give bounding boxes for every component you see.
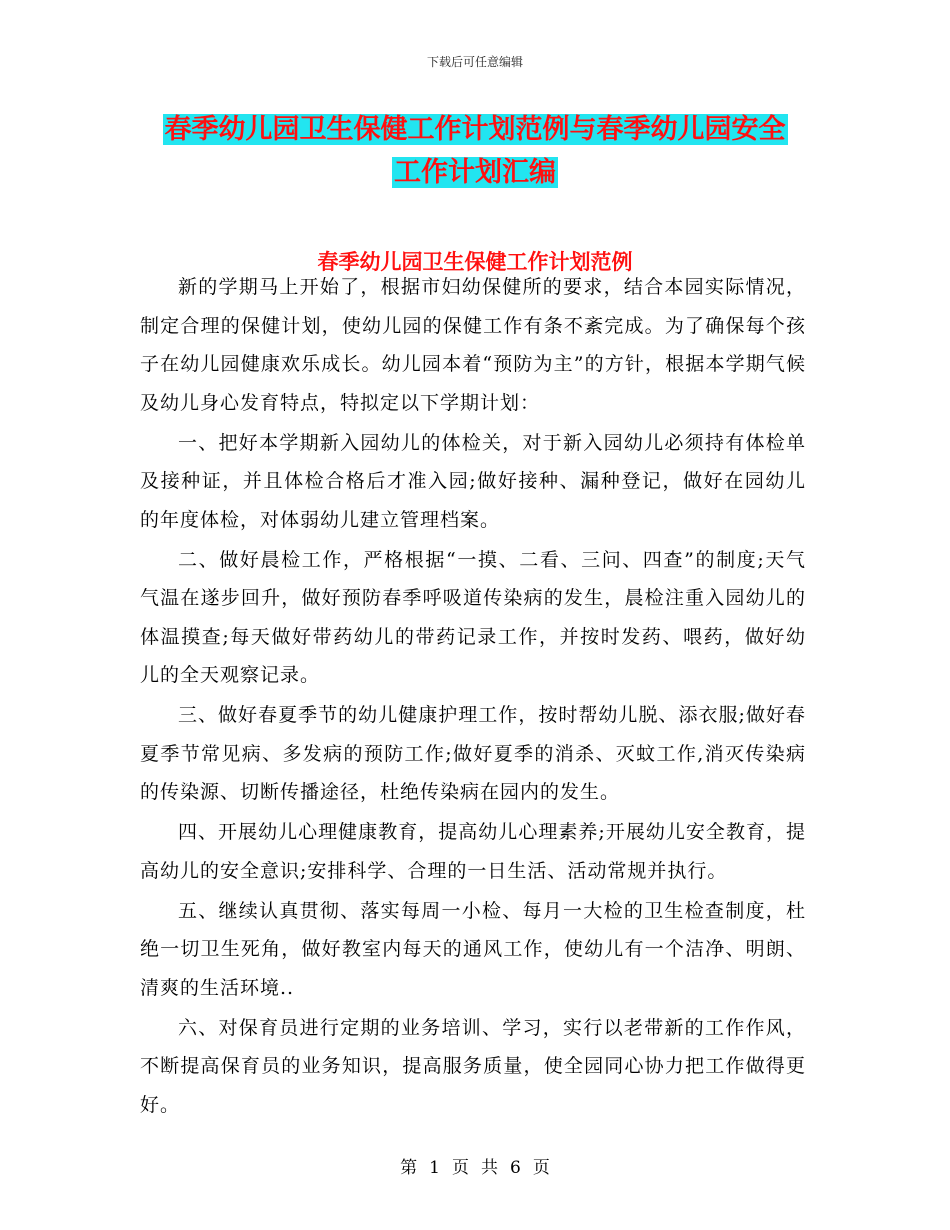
paragraph-item-3: 三、做好春夏季节的幼儿健康护理工作，按时帮幼儿脱、添衣服;做好春夏季节常见病、多发病的预防工作;做好夏季的消杀、灭蚊工作,消灭传染病的传染源、切断传播途径，杜绝传染病在园内的发生。	[140, 704, 806, 803]
paragraph-item-5: 五、继续认真贯彻、落实每周一小检、每月一大检的卫生检查制度，杜绝一切卫生死角，做好教室内每天的通风工作，使幼儿有一个洁净、明朗、清爽的生活环境..	[140, 899, 806, 999]
page-number-total: 6	[510, 1158, 521, 1178]
footer-word-gong: 共	[481, 1158, 498, 1178]
document-title-line1: 春季幼儿园卫生保健工作计划范例与春季幼儿园安全	[164, 114, 786, 145]
section-title: 春季幼儿园卫生保健工作计划范例	[317, 250, 633, 274]
page-number-current: 1	[429, 1158, 440, 1178]
document-title-line2: 工作计划汇编	[394, 157, 556, 188]
paragraph-item-1: 一、把好本学期新入园幼儿的体检关，对于新入园幼儿必须持有体检单及接种证，并且体检合格后才准入园;做好接种、漏种登记，做好在园幼儿的年度体检，对体弱幼儿建立管理档案。	[140, 431, 806, 531]
paragraph-item-2: 二、做好晨检工作，严格根据“一摸、二看、三问、四查”的制度;天气气温在遂步回升，做好预防春季呼吸道传染病的发生，晨检注重入园幼儿的体温摸查;每天做好带药幼儿的带药记录工作，并按时发药、喂药，做好幼儿的全天观察记录。	[140, 548, 806, 686]
paragraph-intro: 新的学期马上开始了，根据市妇幼保健所的要求，结合本园实际情况，制定合理的保健计划，使幼儿园的保健工作有条不紊完成。为了确保每个孩子在幼儿园健康欢乐成长。幼儿园本着“预防为主”的方针，根据本学期气候及幼儿身心发育特点，特拟定以下学期计划：	[140, 276, 806, 414]
page-footer	[0, 1153, 950, 1178]
page-header-note: 下载后可任意编辑	[426, 55, 523, 69]
document-body	[140, 268, 806, 1124]
footer-word-ye-2: 页	[532, 1158, 550, 1178]
paragraph-item-4: 四、开展幼儿心理健康教育，提高幼儿心理素养;开展幼儿安全教育，提高幼儿的安全意识;安排科学、合理的一日生活、活动常规并执行。	[140, 821, 806, 882]
footer-word-ye: 页	[452, 1158, 469, 1178]
paragraph-item-6: 六、对保育员进行定期的业务培训、学习，实行以老带新的工作作风，不断提高保育员的业务知识，提高服务质量，使全园同心协力把工作做得更好。	[140, 1016, 806, 1116]
document-title	[140, 108, 810, 194]
footer-word-di: 第	[400, 1158, 418, 1178]
